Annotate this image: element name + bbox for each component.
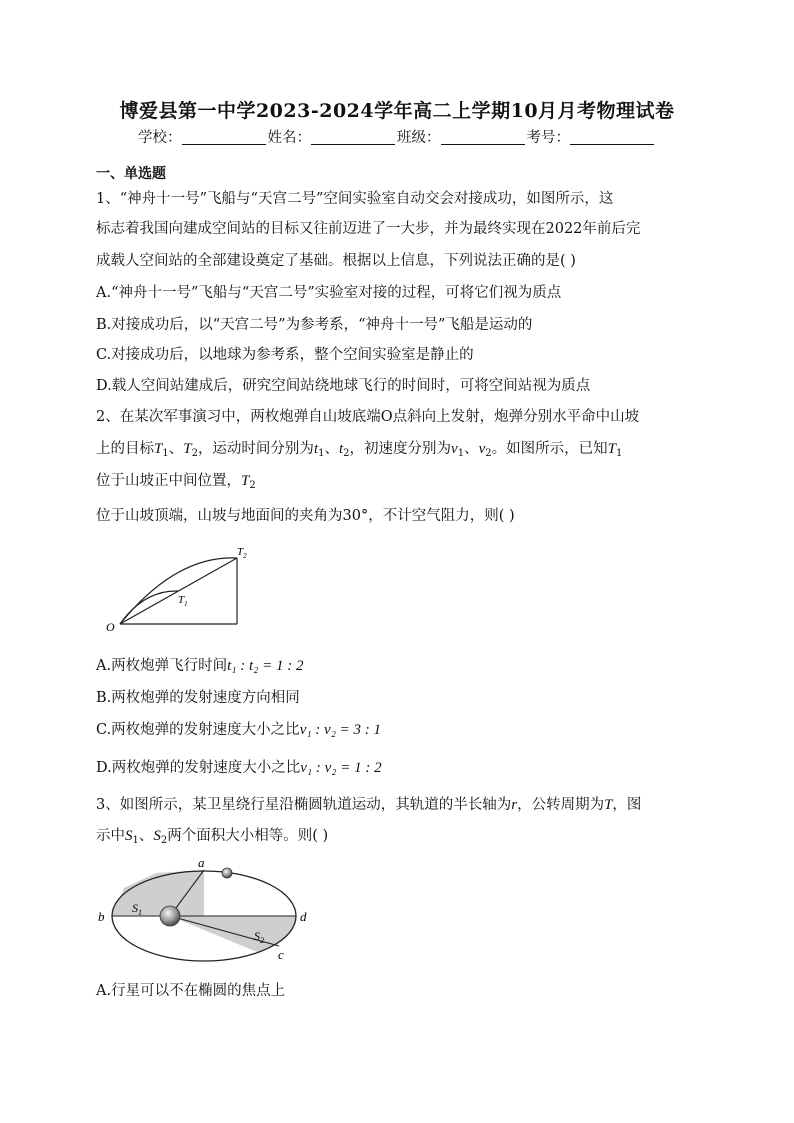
label-origin: O [106, 620, 115, 634]
slope-line [120, 558, 237, 624]
q1-option-d: D.载人空间站建成后，研究空间站绕地球飞行的时间时，可将空间站视为质点 [96, 378, 591, 394]
q2-option-c: C.两枚炮弹的发射速度大小之比v₁ : v₂ = 3 : 1 [96, 722, 382, 738]
section-heading: 一、单选题 [96, 166, 166, 182]
label-d: d [300, 909, 307, 924]
q1-option-a: A.“神舟十一号”飞船与“天宫二号”实验室对接的过程，可将它们视为质点 [96, 285, 562, 301]
label-c: c [278, 947, 284, 962]
label-a: a [198, 856, 205, 870]
school-label: 学校： [138, 130, 182, 146]
q3-orbit-figure [96, 856, 326, 968]
label-s1: $S_1$ [132, 901, 142, 917]
q1-stem-line3: 成载人空间站的全部建设奠定了基础。根据以上信息，下列说法正确的是( ) [96, 253, 576, 269]
q2-stem-line2: 上的目标$T_1$、$T_2$，运动时间分别为$t_1$、$t_2$，初速度分别为$v_1$、$v_2$。如图所示，已知$T_1$ [96, 441, 623, 459]
label-t2: $T_2$ [237, 546, 247, 560]
q1-stem-line1: 1、“神舟十一号”飞船与“天宫二号”空间实验室自动交会对接成功，如图所示，这 [96, 191, 614, 207]
q1-option-c: C.对接成功后，以地球为参考系，整个空间实验室是静止的 [96, 347, 474, 363]
q2-option-d: D.两枚炮弹的发射速度大小之比v₁ : v₂ = 1 : 2 [96, 760, 382, 776]
exam-number-field[interactable] [570, 130, 654, 145]
page-title: 博爱县第一中学2023-2024学年高二上学期10月月考物理试卷 [119, 100, 675, 122]
q3-stem-line1: 3、如图所示，某卫星绕行星沿椭圆轨道运动，其轨道的半长轴为r，公转周期为T，图 [96, 797, 642, 813]
class-field[interactable] [441, 130, 525, 145]
class-label: 班级： [397, 130, 441, 146]
name-label: 姓名： [267, 130, 311, 146]
q2-option-b: B.两枚炮弹的发射速度方向相同 [96, 690, 300, 706]
q2-stem-line3: 位于山坡正中间位置，$T_2$ [96, 473, 256, 491]
school-field[interactable] [182, 130, 266, 145]
planet [160, 906, 180, 926]
exam-number-label: 考号： [526, 130, 570, 146]
label-b: b [98, 909, 105, 924]
q3-stem-line2: 示中$S_1$、$S_2$两个面积大小相等。则( ) [96, 828, 329, 846]
q2-stem-line1: 2、在某次军事演习中，两枚炮弹自山坡底端O点斜向上发射，炮弹分别水平命中山坡 [96, 409, 640, 425]
q2-option-a: A.两枚炮弹飞行时间t₁ : t₂ = 1 : 2 [96, 658, 304, 674]
q2-slope-figure [100, 545, 260, 637]
label-s2: $S_2$ [254, 929, 264, 945]
student-info-row [0, 126, 794, 147]
q2-stem-line4: 位于山坡顶端，山坡与地面间的夹角为30°，不计空气阻力，则( ) [96, 508, 515, 524]
name-field[interactable] [311, 130, 395, 145]
q1-option-b: B.对接成功后，以“天宫二号”为参考系，“神舟十一号”飞船是运动的 [96, 317, 533, 333]
satellite [222, 868, 232, 878]
label-t1: $T_1$ [178, 594, 188, 608]
q3-option-a: A.行星可以不在椭圆的焦点上 [96, 983, 286, 999]
q1-stem-line2: 标志着我国向建成空间站的目标又往前迈进了一大步，并为最终实现在2022年前后完 [96, 221, 641, 237]
